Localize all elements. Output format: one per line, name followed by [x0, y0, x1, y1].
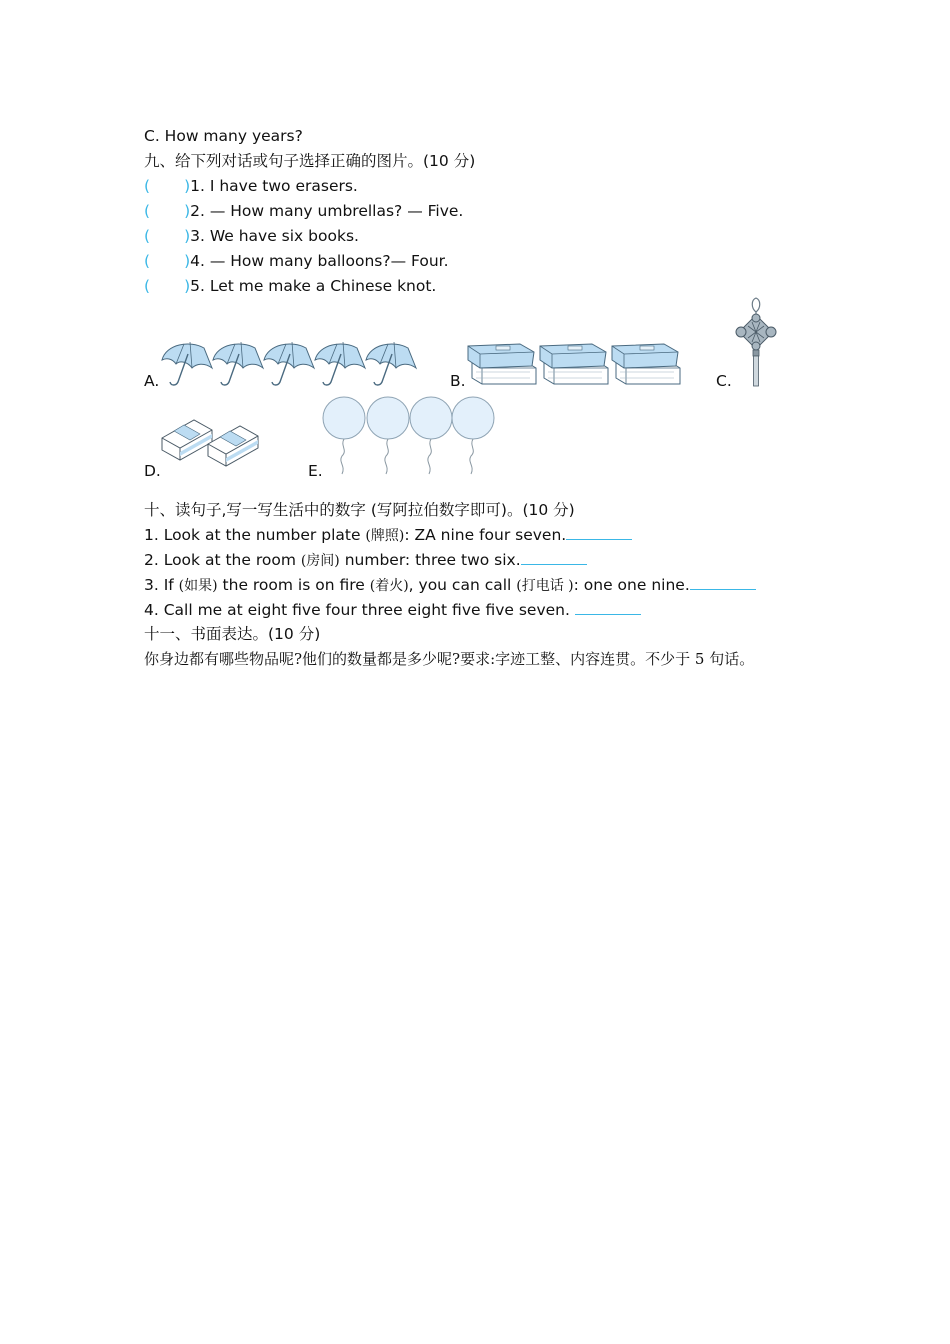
books-picture: [466, 340, 686, 390]
question-9-4: [144, 251, 449, 271]
answer-paren-open[interactable]: (: [144, 252, 151, 270]
chinese-gloss: (着火): [369, 578, 409, 594]
book-stack-icon: [540, 344, 608, 384]
option-d-label: D.: [144, 462, 161, 480]
answer-blank[interactable]: [575, 600, 641, 615]
previous-option-c: C. How many years?: [144, 127, 303, 145]
umbrella-icon: [264, 342, 314, 385]
question-text: 1. Look at the number plate: [144, 526, 366, 544]
answer-paren-open[interactable]: (: [144, 177, 151, 195]
chinese-gloss: (如果): [178, 578, 218, 594]
balloons-picture: [322, 396, 498, 478]
eraser-icon: [162, 420, 212, 460]
chinese-knot-picture: [734, 296, 778, 388]
question-text: 3. If: [144, 576, 179, 594]
option-e-label: E.: [308, 462, 323, 480]
question-9-3: [144, 226, 359, 246]
eraser-icon: [208, 426, 258, 466]
option-b-label: B.: [450, 372, 466, 390]
umbrella-icon: [315, 342, 365, 385]
section-10-heading: 十、读句子,写一写生活中的数字 (写阿拉伯数字即可)。(10 分): [144, 501, 575, 519]
question-text: 2. Look at the room: [144, 551, 301, 569]
question-9-2: [144, 201, 463, 221]
section-9-heading: 九、给下列对话或句子选择正确的图片。(10 分): [144, 152, 476, 170]
question-text: 4. — How many balloons?— Four.: [190, 252, 449, 270]
question-text: : one one nine.: [573, 576, 690, 594]
question-10-3: [144, 575, 756, 596]
answer-paren-close: ): [184, 177, 191, 195]
book-stack-icon: [612, 344, 680, 384]
section-11-heading: 十一、书面表达。(10 分): [144, 625, 321, 643]
balloon-icon: [367, 397, 409, 474]
erasers-picture: [160, 418, 262, 466]
answer-paren-open[interactable]: (: [144, 227, 151, 245]
writing-prompt: 你身边都有哪些物品呢?他们的数量都是多少呢?要求:字迹工整、内容连贯。不少于 5 句话。: [144, 650, 755, 668]
answer-paren-close: ): [184, 202, 191, 220]
umbrella-icon: [366, 342, 416, 385]
book-stack-icon: [468, 344, 536, 384]
option-a-label: A.: [144, 372, 160, 390]
answer-paren-open[interactable]: (: [144, 277, 151, 295]
umbrella-icon: [213, 342, 263, 385]
question-9-1: [144, 176, 358, 196]
chinese-gloss: (打电话 ): [516, 578, 574, 594]
answer-blank[interactable]: [566, 525, 632, 540]
chinese-gloss: (牌照): [365, 528, 405, 544]
answer-paren-close: ): [184, 252, 191, 270]
answer-blank[interactable]: [690, 575, 756, 590]
answer-blank[interactable]: [521, 550, 587, 565]
umbrellas-picture: [160, 338, 420, 390]
question-text: 1. I have two erasers.: [190, 177, 358, 195]
balloon-icon: [410, 397, 452, 474]
question-text: 2. — How many umbrellas? — Five.: [190, 202, 464, 220]
answer-paren-close: ): [184, 277, 191, 295]
question-text: : ZA nine four seven.: [404, 526, 567, 544]
balloon-icon: [323, 397, 365, 474]
question-text: 4. Call me at eight five four three eight five five seven.: [144, 601, 575, 619]
question-text: 5. Let me make a Chinese knot.: [190, 277, 437, 295]
answer-paren-open[interactable]: (: [144, 202, 151, 220]
question-text: 3. We have six books.: [190, 227, 359, 245]
knot-icon: [736, 314, 776, 350]
question-9-5: [144, 276, 436, 296]
question-text: number: three two six.: [339, 551, 521, 569]
option-c-label: C.: [716, 372, 732, 390]
question-text: the room is on fire: [217, 576, 370, 594]
answer-paren-close: ): [184, 227, 191, 245]
question-10-4: [144, 600, 641, 620]
question-text: , you can call: [408, 576, 517, 594]
chinese-gloss: (房间): [300, 553, 340, 569]
question-10-2: [144, 550, 587, 571]
umbrella-icon: [162, 342, 212, 385]
question-10-1: [144, 525, 632, 546]
balloon-icon: [452, 397, 494, 474]
